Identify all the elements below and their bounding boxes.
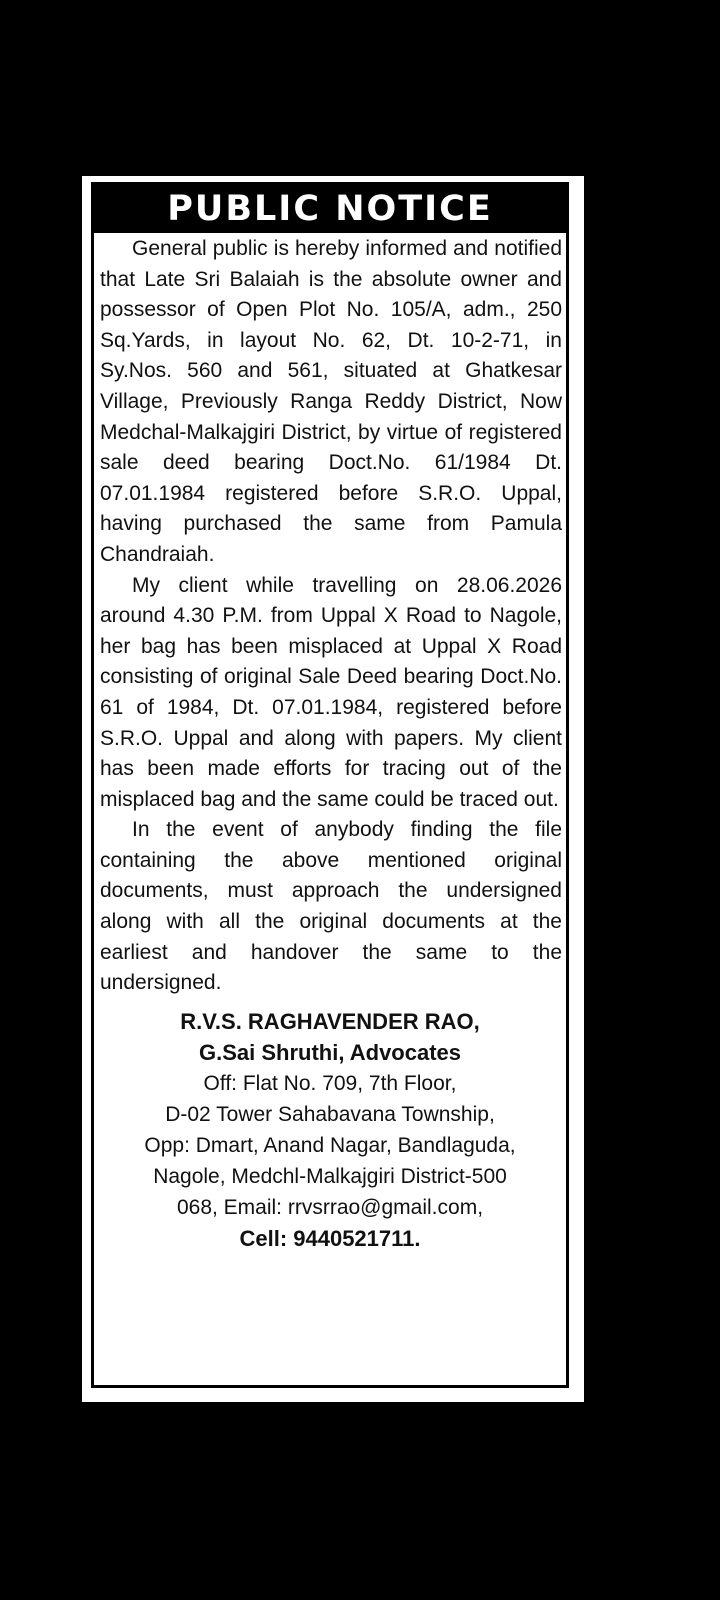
paragraph-request: In the event of anybody finding the file containing the above mentioned original documents, must approach the undersigned along with all the original documents at the earliest and handover the same to the undersigned. [100, 818, 562, 995]
address-line: 068, Email: rrvsrrao@gmail.com, [176, 1195, 484, 1219]
advocate-name: R.V.S. RAGHAVENDER RAO, [180, 1008, 480, 1034]
notice-body [94, 234, 566, 999]
address-line: Opp: Dmart, Anand Nagar, Bandlaguda, [144, 1133, 516, 1157]
signature-block [94, 1006, 566, 1254]
paragraph-ownership: General public is hereby informed and notified that Late Sri Balaiah is the absolute owner and possessor of Open Plot No. 105/A, adm., 250 Sq.Yards, in layout No. 62, Dt. 10-2-71, in Sy.Nos. 560 and 561, situated at Ghatkesar Village, Previously Ranga Reddy District, Now Medchal-Malkajgiri District, by virtue of registered sale deed bearing Doct.No. 61/1984 Dt. 07.01.1984 registered before S.R.O. Uppal, having purchased the same from Pamula Chandraiah. [100, 237, 562, 566]
cell-number: Cell: 9440521711. [239, 1225, 421, 1251]
notice-border [91, 182, 569, 1388]
notice-title: PUBLIC NOTICE [94, 185, 566, 233]
address-line: Nagole, Medchl-Malkajgiri District-500 [153, 1164, 507, 1188]
public-notice [82, 176, 584, 1402]
address-line: D-02 Tower Sahabavana Township, [165, 1102, 495, 1126]
paragraph-misplaced-bag: My client while travelling on 28.06.2026 around 4.30 P.M. from Uppal X Road to Nagole, her bag has been misplaced at Uppal X Road consisting of original Sale Deed bearing Doct.No. 61 of 1984, Dt. 07.01.1984, registered before S.R.O. Uppal and along with papers. My client has been made efforts for tracing out of the misplaced bag and the same could be traced out. [100, 573, 562, 811]
address-line: Off: Flat No. 709, 7th Floor, [203, 1071, 457, 1095]
advocate-firm: G.Sai Shruthi, Advocates [198, 1039, 462, 1065]
